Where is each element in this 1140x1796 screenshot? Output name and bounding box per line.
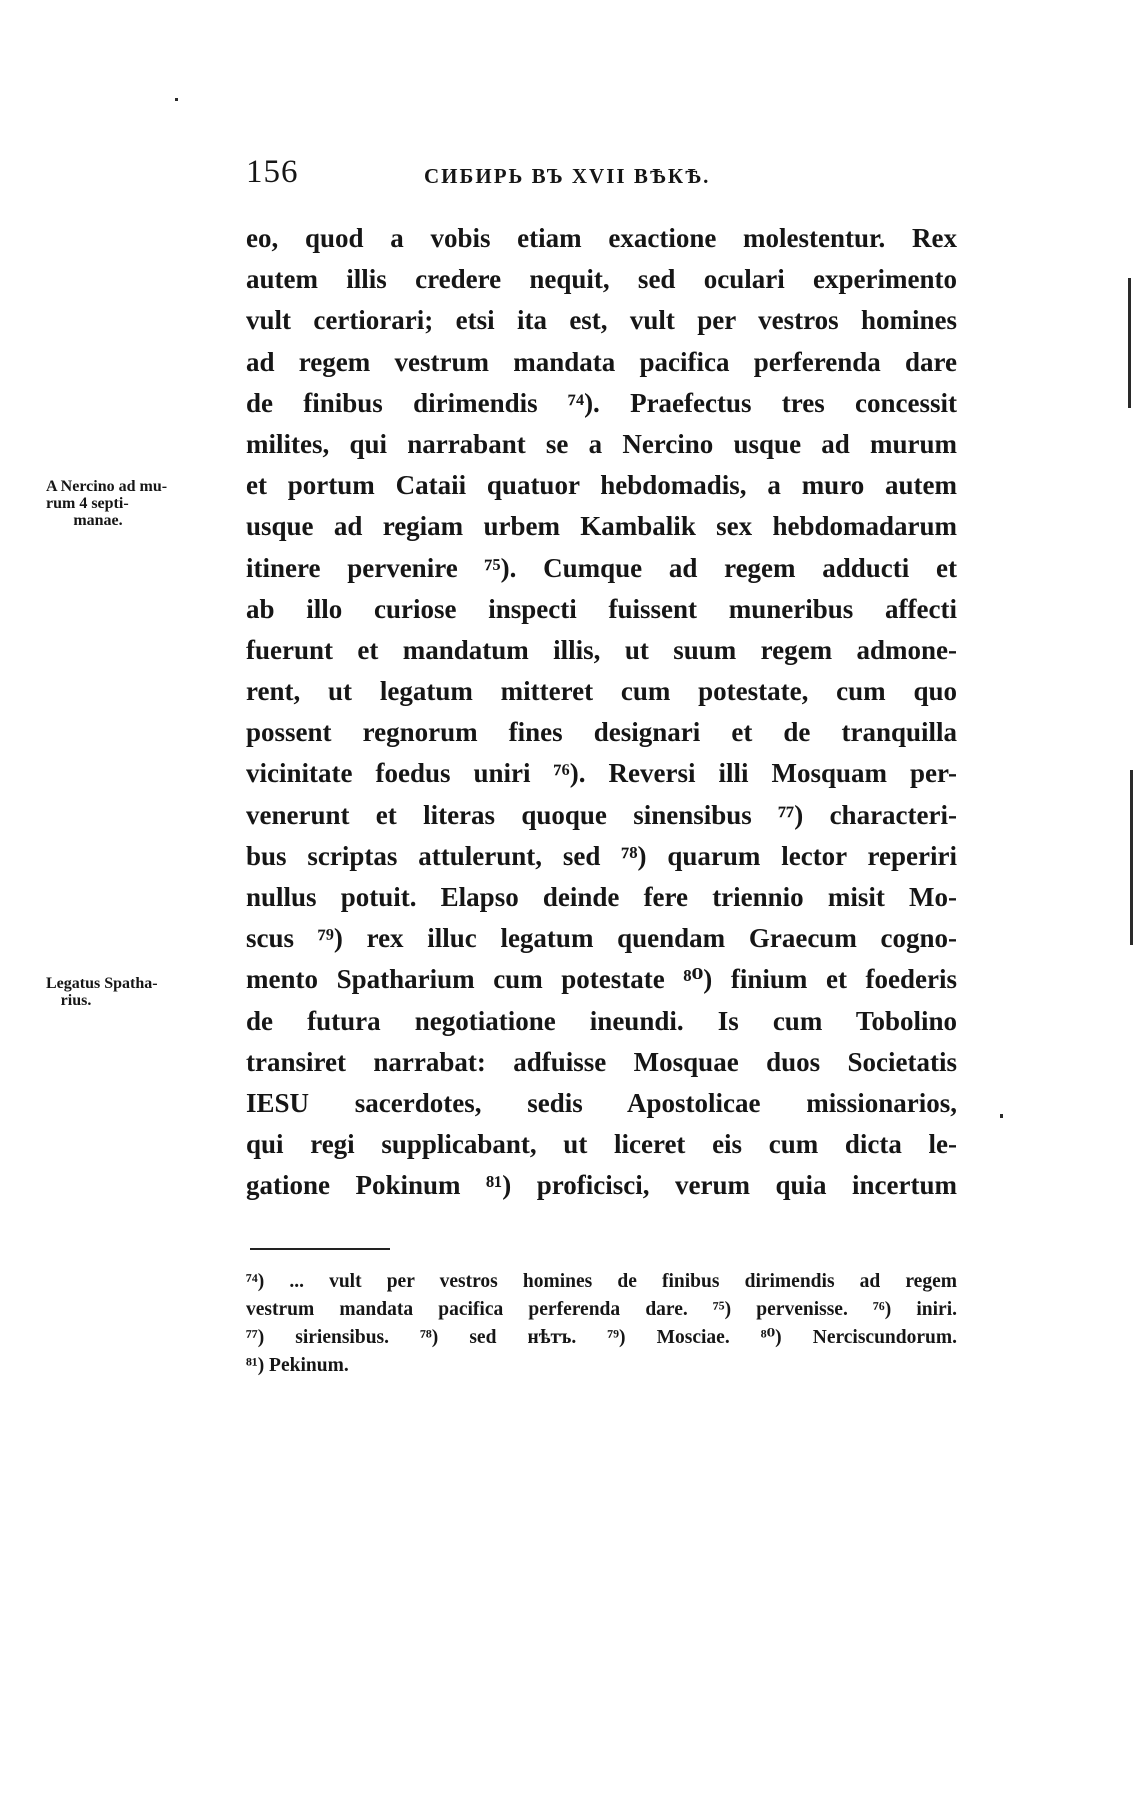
scan-mark <box>1128 278 1131 408</box>
body-line: rent, ut legatum mitteret cum potestate, cum quo <box>246 676 957 707</box>
body-line: itinere pervenire ⁷⁵). Cumque ad regem adducti et <box>246 552 957 583</box>
body-line: gatione Pokinum ⁸¹) proficisci, verum quia incertum <box>246 1170 957 1201</box>
body-line: qui regi supplicabant, ut liceret eis cum dicta le- <box>246 1129 957 1160</box>
body-line: usque ad regiam urbem Kambalik sex hebdomadarum <box>246 511 957 542</box>
marginal-note-line: rum 4 septi- <box>46 495 129 512</box>
body-line: ab illo curiose inspecti fuissent muneribus affecti <box>246 593 957 624</box>
body-line: scus ⁷⁹) rex illuc legatum quendam Graecum cogno- <box>246 923 957 954</box>
body-line: milites, qui narrabant se a Nercino usque ad murum <box>246 428 957 459</box>
body-line: vicinitate foedus uniri ⁷⁶). Reversi illi Mosquam per- <box>246 758 957 789</box>
footnote-line: vestrum mandata pacifica perferenda dare. ⁷⁵) pervenisse. ⁷⁶) iniri. <box>246 1299 957 1320</box>
page-header <box>246 150 956 194</box>
body-line: eo, quod a vobis etiam exactione molestentur. Rex <box>246 223 957 253</box>
running-title: СИБИРЬ ВЪ XVII ВѢКѢ. <box>424 164 711 188</box>
footnote-line: ⁷⁴) ... vult per vestros homines de finibus dirimendis ad regem <box>246 1271 957 1292</box>
footnote-rule <box>250 1248 390 1250</box>
body-line: et portum Cataii quatuor hebdomadis, a muro autem <box>246 470 957 501</box>
marginal-note-spatharius <box>46 975 242 1009</box>
body-line: mento Spatharium cum potestate ⁸⁰) finium et foederis <box>246 964 957 995</box>
body-line: bus scriptas attulerunt, sed ⁷⁸) quarum lector reperiri <box>246 840 957 871</box>
body-line: ad regem vestrum mandata pacifica perferenda dare <box>246 346 957 377</box>
marginal-note-line: rius. <box>60 992 92 1009</box>
marginal-note-line: manae. <box>73 512 123 529</box>
body-line: transiret narrabat: adfuisse Mosquae duos Societatis <box>246 1046 957 1077</box>
footnote-line: ⁸¹) Pekinum. <box>246 1355 349 1376</box>
body-line: autem illis credere nequit, sed oculari experimento <box>246 264 957 295</box>
scan-mark <box>1000 1114 1003 1118</box>
page-number: 156 <box>246 154 299 190</box>
body-line: IESU sacerdotes, sedis Apostolicae missionarios, <box>246 1087 957 1118</box>
body-text <box>246 218 957 1207</box>
body-line: venerunt et literas quoque sinensibus ⁷⁷) characteri- <box>246 799 957 830</box>
body-line: nullus potuit. Elapso deinde fere triennio misit Mo- <box>246 882 957 912</box>
footnotes <box>246 1268 957 1380</box>
body-line: de futura negotiatione ineundi. Is cum Tobolino <box>246 1005 957 1036</box>
body-line: possent regnorum fines designari et de tranquilla <box>246 717 957 748</box>
marginal-note-nercino <box>46 478 242 529</box>
body-line: de finibus dirimendis ⁷⁴). Praefectus tres concessit <box>246 387 957 418</box>
marginal-note-line: A Nercino ad mu- <box>46 478 168 495</box>
scan-mark <box>1130 770 1133 945</box>
footnote-line: ⁷⁷) siriensibus. ⁷⁸) sed нѣтъ. ⁷⁹) Mosciae. ⁸⁰) Nerciscundorum. <box>246 1327 957 1348</box>
scan-mark <box>175 98 178 101</box>
body-line: vult certiorari; etsi ita est, vult per vestros homines <box>246 305 957 336</box>
body-line: fuerunt et mandatum illis, ut suum regem admone- <box>246 634 957 665</box>
marginal-note-line: Legatus Spatha- <box>46 975 158 992</box>
